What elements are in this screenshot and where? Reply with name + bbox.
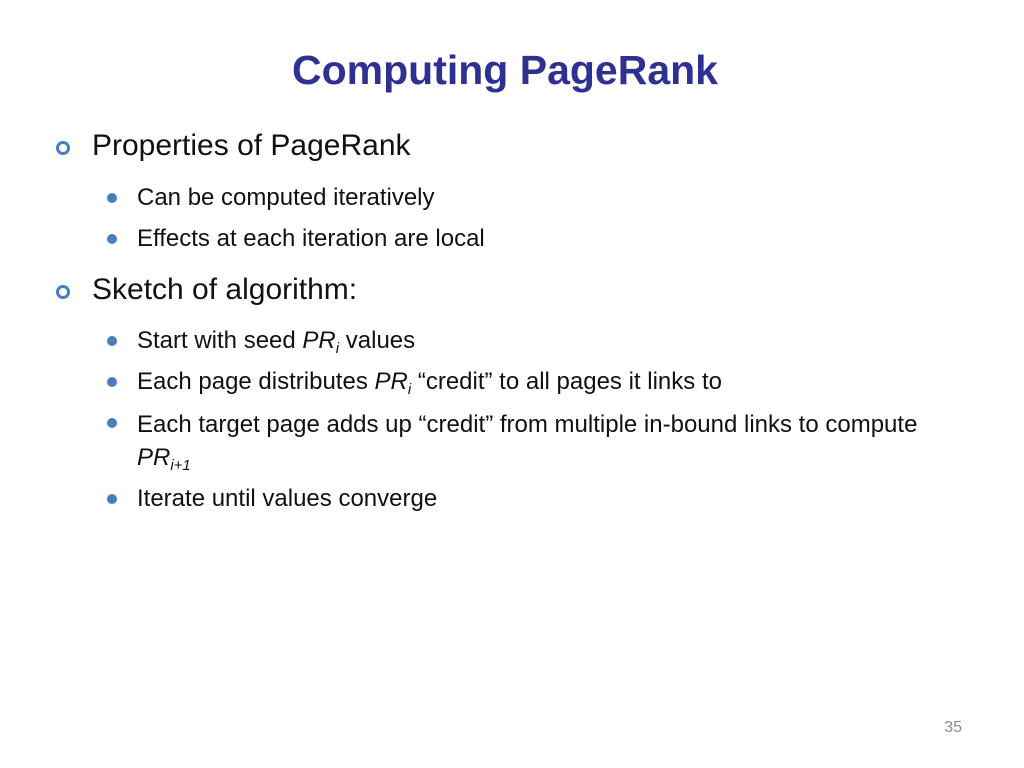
list-item: Iterate until values converge [137,485,438,512]
list-item: Start with seed $PR_i$ values [137,327,416,357]
hollow-circle-icon [56,141,70,155]
dot-icon [107,193,117,203]
section-heading-properties: Properties of PageRank [92,129,411,162]
list-item: Each page distributes $PR_i$ “credit” to all pages it links to [137,368,722,398]
dot-icon [107,494,117,504]
hollow-circle-icon [56,285,70,299]
list-item: Can be computed iteratively [137,184,435,211]
section-heading-sketch: Sketch of algorithm: [92,273,358,306]
dot-icon [107,418,117,428]
dot-icon [107,336,117,346]
list-item: Effects at each iteration are local [137,225,485,252]
slide-title: Computing PageRank [292,47,718,93]
list-item: Each target page adds up “credit” from multiple in-bound links to compute $PR_{i+1}$ [137,411,918,474]
dot-icon [107,377,117,387]
dot-icon [107,234,117,244]
page-number: 35 [944,719,962,736]
